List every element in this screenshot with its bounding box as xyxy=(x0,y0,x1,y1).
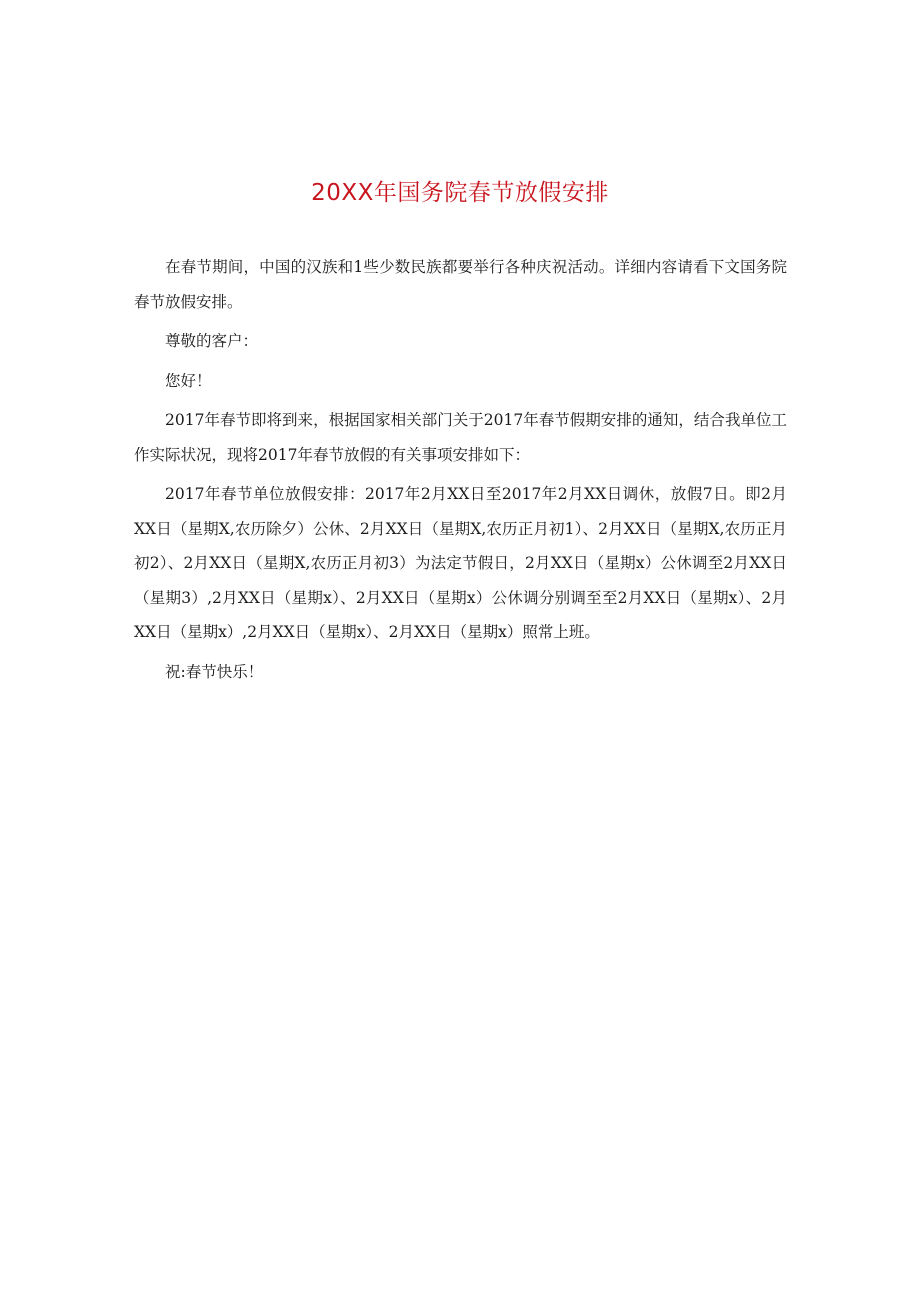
schedule-paragraph: 2017年春节单位放假安排：2017年2月XX日至2017年2月XX日调休，放假7日。即2月XX日（星期X,农历除夕）公休、2月XX日（星期X,农历正月初1）、2月XX日（星期X,农历正月初2）、2月XX日（星期X,农历正月初3）为法定节假日，2月XX日（星期x）公休调至2月XX日（星期3）,2月XX日（星期x）、2月XX日（星期x）公休调分别调至至2月XX日（星期x）、2月XX日（星期x）,2月XX日（星期x）、2月XX日（星期x）照常上班。 xyxy=(134,485,787,641)
document-body xyxy=(134,250,787,694)
greeting: 您好！ xyxy=(165,371,212,390)
closing-wish: 祝:春节快乐！ xyxy=(165,662,264,681)
notice-paragraph: 2017年春节即将到来，根据国家相关部门关于2017年春节假期安排的通知，结合我单位工作实际状况，现将2017年春节放假的有关事项安排如下： xyxy=(134,411,787,464)
salutation: 尊敬的客户： xyxy=(165,332,259,350)
document-title: 20XX年国务院春节放假安排 xyxy=(311,180,609,206)
intro-paragraph: 在春节期间，中国的汉族和1些少数民族都要举行各种庆祝活动。详细内容请看下文国务院春节放假安排。 xyxy=(134,258,787,311)
